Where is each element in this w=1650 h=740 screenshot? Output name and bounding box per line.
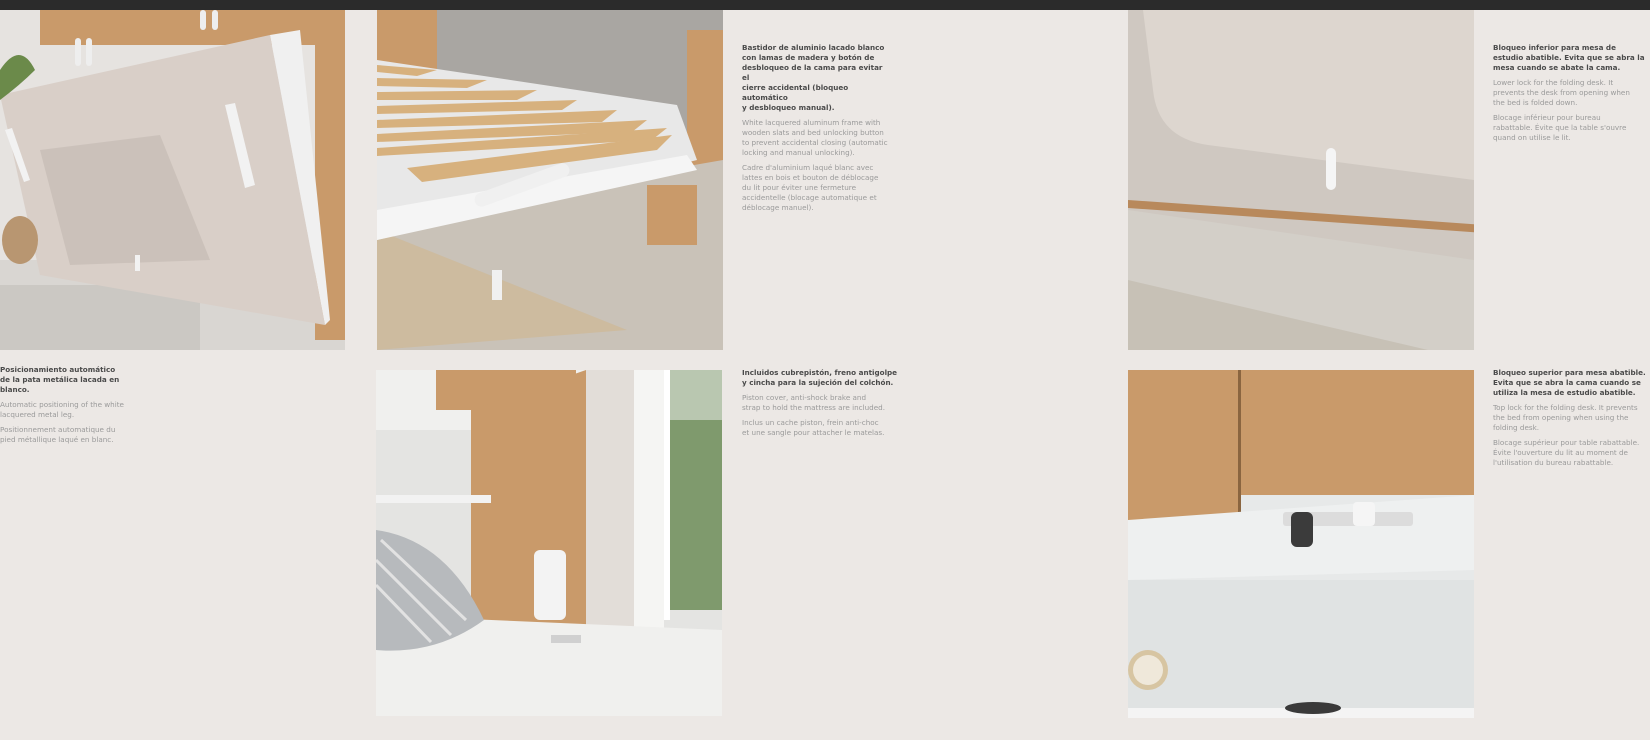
caption-piston-fr: Inclus un cache piston, frein anti-choc et une sangle pour attacher le matelas. bbox=[742, 418, 885, 437]
caption-piston-es: Incluidos cubrepistón, freno antigolpe y cincha para la sujeción del colchón. bbox=[742, 368, 898, 387]
caption-top-lock bbox=[1493, 368, 1650, 468]
caption-lower-lock-es: Bloqueo inferior para mesa de estudio abatible. Evita que se abra la mesa cuando se abate la cama. bbox=[1493, 43, 1645, 72]
photo-slatted-bed-frame bbox=[377, 10, 723, 350]
photo-top-lock bbox=[1128, 370, 1474, 718]
caption-leg-es: Posicionamiento automático de la pata metálica lacada en blanco. bbox=[0, 365, 120, 394]
caption-top-lock-en: Top lock for the folding desk. It prevents the bed from opening when using the folding desk. bbox=[1493, 403, 1638, 432]
caption-lower-lock-en: Lower lock for the folding desk. It prevents the desk from opening when the bed is folded down. bbox=[1493, 78, 1630, 107]
caption-slats-frame bbox=[742, 43, 892, 213]
caption-lower-lock bbox=[1493, 43, 1648, 143]
photo-piston-mattress bbox=[376, 370, 722, 716]
caption-lower-lock-fr: Blocage inférieur pour bureau rabattable. Évite que la table s'ouvre quand on utilise le lit. bbox=[1493, 113, 1627, 142]
caption-piston-cover bbox=[742, 368, 902, 438]
catalog-page bbox=[0, 10, 1650, 740]
caption-leg-en: Automatic positioning of the white lacquered metal leg. bbox=[0, 400, 124, 419]
caption-slats-fr: Cadre d'aluminium laqué blanc avec lattes en bois et bouton de déblocage du lit pour éviter une fermeture accidentelle (blocage automatique et déblocage manuel). bbox=[742, 163, 879, 212]
caption-slats-en: White lacquered aluminum frame with wooden slats and bed unlocking button to prevent accidental closing (automatic locking and manual unlocking). bbox=[742, 118, 888, 157]
caption-metal-leg bbox=[0, 365, 150, 445]
caption-leg-fr: Positionnement automatique du pied métallique laqué en blanc. bbox=[0, 425, 116, 444]
photo-lower-lock bbox=[1128, 10, 1474, 350]
caption-slats-es: Bastidor de aluminio lacado blanco con lamas de madera y botón de desbloqueo de la cama para evitar el cierre accidental (bloqueo automático y desbloqueo manual). bbox=[742, 43, 885, 112]
caption-piston-en: Piston cover, anti-shock brake and strap to hold the mattress are included. bbox=[742, 393, 885, 412]
photo-folding-bed-desk bbox=[0, 10, 345, 350]
caption-top-lock-es: Bloqueo superior para mesa abatible. Evita que se abra la cama cuando se utiliza la mesa de estudio abatible. bbox=[1493, 368, 1646, 397]
caption-top-lock-fr: Blocage supérieur pour table rabattable. Évite l'ouverture du lit au moment de l'utilisation du bureau rabattable. bbox=[1493, 438, 1640, 467]
top-bar bbox=[0, 0, 1650, 10]
